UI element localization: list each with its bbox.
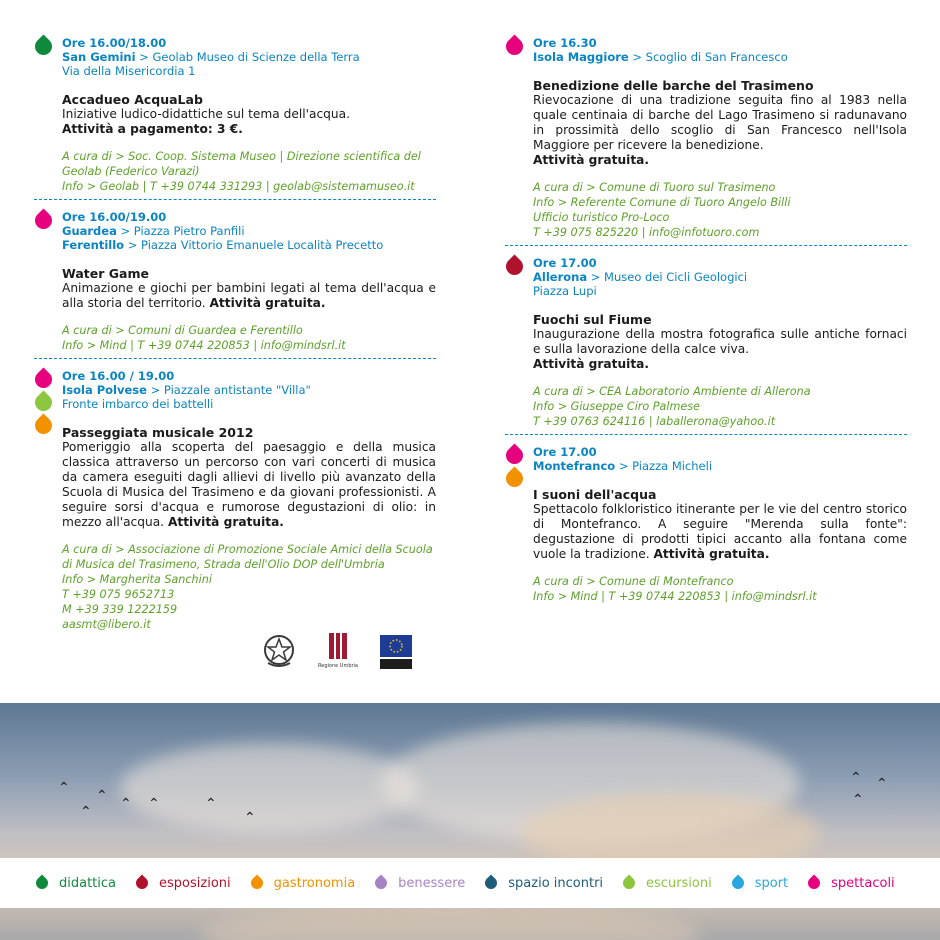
event-place: Isola Maggiore > Scoglio di San Francesco xyxy=(533,50,788,64)
bird-icon: ⌃ xyxy=(58,779,70,795)
event-place-2: Ferentillo > Piazza Vittorio Emanuele Località Precetto xyxy=(62,238,384,252)
spettacoli-drop-icon xyxy=(31,208,55,232)
event-title: Passeggiata musicale 2012 xyxy=(62,425,254,440)
event-address: Via della Misericordia 1 xyxy=(62,64,196,78)
event-time: Ore 16.00/18.00 xyxy=(62,36,167,50)
escursioni-drop-icon xyxy=(31,390,55,414)
legend-spazio-incontri: spazio incontri xyxy=(485,876,603,891)
event-description: Iniziative ludico-didattiche sul tema dell'acqua. Attività a pagamento: 3 €. xyxy=(62,107,350,136)
bird-icon: ⌃ xyxy=(876,775,888,791)
event-description: Spettacolo folkloristico itinerante per le vie del centro storico di Montefranco. A seguire "Merenda sulla fonte": degustazione di prodotti tipici accanto alla fontana come vuole la tradizione. Attività gratuita. xyxy=(533,502,907,561)
event-water-game xyxy=(34,210,436,353)
event-geolab xyxy=(34,36,436,194)
didattica-drop-icon xyxy=(31,34,55,58)
eu-flag-icon xyxy=(380,635,412,669)
legend-gastronomia: gastronomia xyxy=(251,876,356,891)
benessere-drop-icon xyxy=(373,875,390,892)
event-address: Piazza Lupi xyxy=(533,284,597,298)
legend-esposizioni: esposizioni xyxy=(136,876,231,891)
italian-republic-emblem-icon xyxy=(262,633,296,669)
category-legend xyxy=(0,858,940,908)
event-credit: A cura di > Comune di Montefranco Info > Mind | T +39 0744 220853 | info@mindsrl.it xyxy=(533,575,817,603)
event-place: Montefranco > Piazza Micheli xyxy=(533,459,713,473)
esposizioni-drop-icon xyxy=(134,875,151,892)
event-time: Ore 16.00 / 19.00 xyxy=(62,369,175,383)
legend-didattica: didattica xyxy=(36,876,116,891)
regione-umbria-caption: Regione Umbria xyxy=(318,663,358,669)
event-credit: A cura di > Comune di Tuoro sul Trasimeno Info > Referente Comune di Tuoro Angelo Billi Ufficio turistico Pro-Loco T +39 075 825220 | info@infotuoro.com xyxy=(533,181,791,239)
event-time: Ore 17.00 xyxy=(533,256,597,270)
event-passeggiata xyxy=(34,369,436,632)
bird-icon: ⌃ xyxy=(80,803,92,819)
spettacoli-drop-icon xyxy=(502,443,526,467)
event-suoni-acqua xyxy=(505,445,907,604)
bird-icon: ⌃ xyxy=(205,795,217,811)
event-description: Animazione e giochi per bambini legati al tema dell'acqua e alla storia del territorio. Attività gratuita. xyxy=(62,281,436,310)
event-place: Isola Polvese > Piazzale antistante "Villa" xyxy=(62,383,311,397)
event-title: Water Game xyxy=(62,266,149,281)
event-place: Guardea > Piazza Pietro Panfili xyxy=(62,224,245,238)
event-fuochi xyxy=(505,256,907,429)
event-time: Ore 17.00 xyxy=(533,445,597,459)
esposizioni-drop-icon xyxy=(502,254,526,278)
legend-escursioni: escursioni xyxy=(623,876,712,891)
divider xyxy=(505,245,907,246)
event-place: San Gemini > Geolab Museo di Scienze della Terra xyxy=(62,50,360,64)
legend-sport: sport xyxy=(732,876,788,891)
bird-icon: ⌃ xyxy=(96,787,108,803)
gastronomia-drop-icon xyxy=(248,875,265,892)
legend-spettacoli: spettacoli xyxy=(808,876,895,891)
divider xyxy=(34,358,436,359)
event-benedizione xyxy=(505,36,907,240)
gastronomia-drop-icon xyxy=(502,466,526,490)
sport-drop-icon xyxy=(729,875,746,892)
bird-icon: ⌃ xyxy=(120,795,132,811)
event-title: I suoni dell'acqua xyxy=(533,487,657,502)
legend-benessere: benessere xyxy=(375,876,465,891)
right-column xyxy=(505,36,907,604)
event-description: Rievocazione di una tradizione seguita fino al 1983 nella quale centinaia di barche del Lago Trasimeno si radunavano in prossimità dello scoglio di San Francesco nell'Isola Maggiore per ricevere la benedizione. Attività gratuita. xyxy=(533,93,907,167)
bird-icon: ⌃ xyxy=(244,809,256,825)
divider xyxy=(34,199,436,200)
gastronomia-drop-icon xyxy=(31,413,55,437)
event-description: Inaugurazione della mostra fotografica sulle antiche fornaci e sulla lavorazione della calce viva. Attività gratuita. xyxy=(533,327,907,371)
left-column xyxy=(34,36,436,632)
event-address: Fronte imbarco dei battelli xyxy=(62,397,214,411)
event-description: Pomeriggio alla scoperta del paesaggio e della musica classica attraverso un percorso con vari concerti di musica da camera eseguiti dagli allievi di livello più avanzato della Scuola di Musica del Trasimeno e da giovani professionisti. A seguire sorsi d'acqua e rumorose degustazioni di olio: in mezzo all'acqua. Attività gratuita. xyxy=(62,440,436,529)
sponsor-logos xyxy=(262,632,412,669)
spettacoli-drop-icon xyxy=(31,367,55,391)
bird-icon: ⌃ xyxy=(850,769,862,785)
bird-icon: ⌃ xyxy=(148,795,160,811)
event-title: Benedizione delle barche del Trasimeno xyxy=(533,78,814,93)
event-credit: A cura di > Associazione di Promozione Sociale Amici della Scuola di Musica del Trasimeno, Strada dell'Olio DOP dell'Umbria Info > Margherita Sanchini T +39 075 9652713 M +39 339 1222159 aasmt@libero.it xyxy=(62,543,433,631)
spettacoli-drop-icon xyxy=(806,875,823,892)
escursioni-drop-icon xyxy=(621,875,638,892)
didattica-drop-icon xyxy=(34,875,51,892)
event-place: Allerona > Museo dei Cicli Geologici xyxy=(533,270,748,284)
event-time: Ore 16.30 xyxy=(533,36,597,50)
event-credit: A cura di > CEA Laboratorio Ambiente di Allerona Info > Giuseppe Ciro Palmese T +39 0763 624116 | laballerona@yahoo.it xyxy=(533,385,811,428)
event-title: Fuochi sul Fiume xyxy=(533,312,652,327)
spazio-incontri-drop-icon xyxy=(483,875,500,892)
regione-umbria-logo xyxy=(318,632,358,669)
event-credit: A cura di > Soc. Coop. Sistema Museo | Direzione scientifica del Geolab (Federico Varazi) Info > Geolab | T +39 0744 331293 | geolab@sistemamuseo.it xyxy=(62,150,421,193)
event-credit: A cura di > Comuni di Guardea e Ferentillo Info > Mind | T +39 0744 220853 | info@mindsrl.it xyxy=(62,324,346,352)
event-time: Ore 16.00/19.00 xyxy=(62,210,167,224)
spettacoli-drop-icon xyxy=(502,34,526,58)
bird-icon: ⌃ xyxy=(852,791,864,807)
event-title: Accadueo AcquaLab xyxy=(62,92,203,107)
divider xyxy=(505,434,907,435)
